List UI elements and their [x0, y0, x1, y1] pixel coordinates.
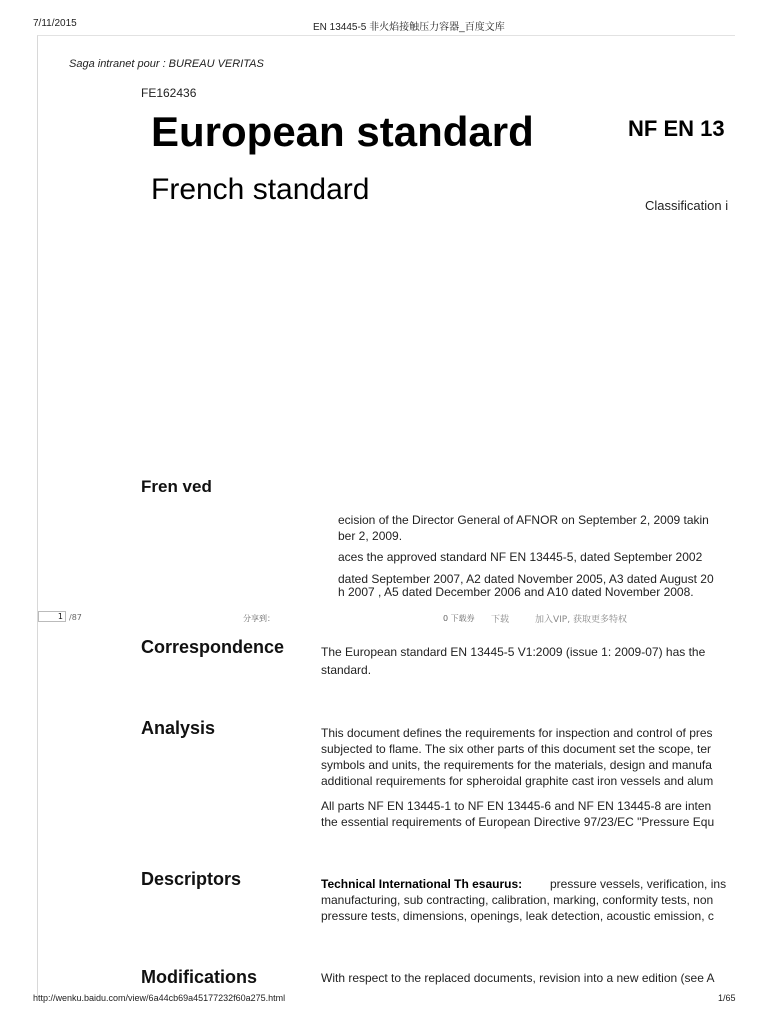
- analysis-line: This document defines the requirements for inspection and control of pres: [321, 726, 713, 740]
- descriptors-line: pressure tests, dimensions, openings, leak detection, acoustic emission, c: [321, 909, 714, 923]
- intranet-line: Saga intranet pour : BUREAU VERITAS: [69, 58, 264, 70]
- thesaurus-label: Technical International Th esaurus:: [321, 877, 523, 891]
- page-total: /87: [69, 613, 82, 622]
- coupon-label: 0 下载券: [443, 614, 475, 623]
- analysis-heading: Analysis: [141, 718, 216, 738]
- title-sub: French standard: [151, 173, 370, 206]
- analysis-line: symbols and units, the requirements for the materials, design and manufa: [321, 758, 712, 772]
- print-url: http://wenku.baidu.com/view/6a44cb69a45177232f60a275.html: [33, 993, 286, 1003]
- modifications-heading: Modifications: [141, 967, 257, 987]
- approved-line: ecision of the Director General of AFNOR on September 2, 2009 takin: [338, 513, 709, 527]
- page-number-input[interactable]: 1: [38, 611, 66, 622]
- correspondence-heading: Correspondence: [141, 637, 285, 657]
- modifications-line: With respect to the replaced documents, revision into a new edition (see A: [321, 971, 715, 985]
- analysis-line: All parts NF EN 13445-1 to NF EN 13445-6 and NF EN 13445-8 are inten: [321, 799, 712, 813]
- descriptors-heading: Descriptors: [141, 869, 242, 889]
- correspondence-line: standard.: [321, 663, 372, 677]
- analysis-line: subjected to flame. The six other parts of this document set the scope, ter: [321, 742, 711, 756]
- approved-heading: Fren ved: [141, 477, 212, 496]
- classification: Classification i: [645, 198, 729, 213]
- print-date: 7/11/2015: [33, 18, 77, 29]
- vip-link[interactable]: 加入VIP, 获取更多特权: [535, 615, 627, 625]
- standard-number: NF EN 13: [628, 116, 725, 141]
- reference-code: FE162436: [141, 86, 197, 100]
- approved-line: aces the approved standard NF EN 13445-5, dated September 2002: [338, 550, 703, 564]
- title-main: European standard: [151, 108, 534, 155]
- descriptors-line: manufacturing, sub contracting, calibration, marking, conformity tests, non: [321, 893, 714, 907]
- document-page: [37, 35, 735, 996]
- descriptors-line: pressure vessels, verification, ins: [550, 877, 727, 891]
- approved-line: ber 2, 2009.: [338, 529, 403, 543]
- download-link[interactable]: 下载: [491, 615, 510, 625]
- approved-line: h 2007 , A5 dated December 2006 and A10 dated November 2008.: [338, 585, 694, 599]
- print-title: EN 13445-5 非火焰接触压力容器_百度文库: [313, 22, 505, 33]
- viewer-toolbar: [38, 607, 735, 627]
- approved-line: dated September 2007, A2 dated November 2005, A3 dated August 20: [338, 572, 714, 586]
- analysis-line: the essential requirements of European Directive 97/23/EC "Pressure Equ: [321, 815, 715, 829]
- print-page-count: 1/65: [718, 993, 736, 1003]
- analysis-line: additional requirements for spheroidal graphite cast iron vessels and alum: [321, 774, 714, 788]
- correspondence-line: The European standard EN 13445-5 V1:2009 (issue 1: 2009-07) has the: [321, 645, 706, 659]
- share-label[interactable]: 分享到：: [243, 614, 275, 623]
